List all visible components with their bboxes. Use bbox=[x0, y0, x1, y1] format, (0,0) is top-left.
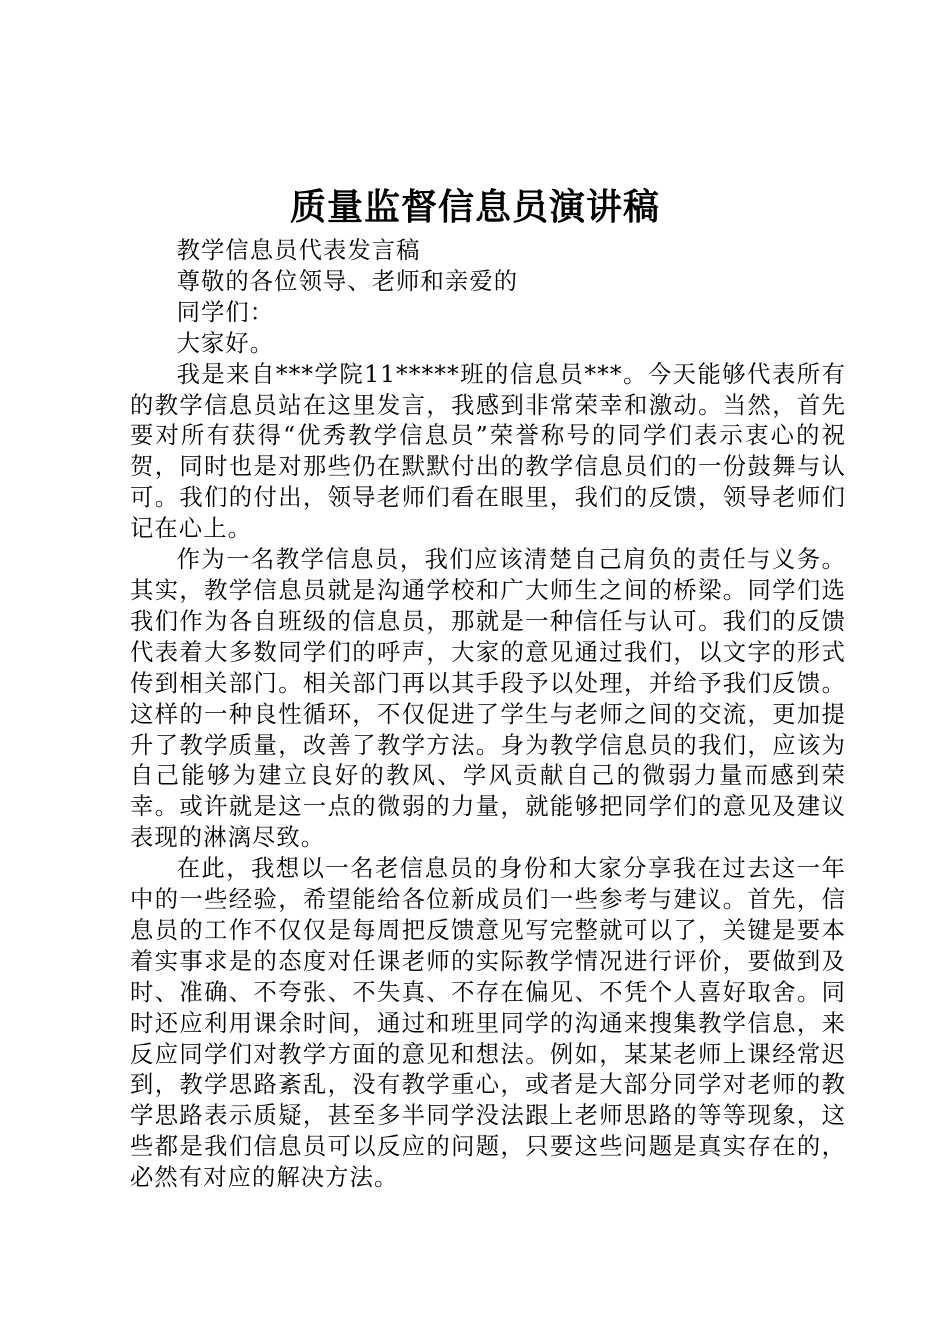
document-title: 质量监督信息员演讲稿 bbox=[289, 186, 660, 228]
paragraph-responsibility: 作为一名教学信息员，我们应该清楚自己肩负的责任与义务。其实，教学信息员就是沟通学校和广大师生之间的桥梁。同学们选我们作为各自班级的信息员，那就是一种信任与认可。我们的反馈代表着大多数同学们的呼声，大家的意见通过我们，以文字的形式传到相关部门。相关部门再以其手段予以处理，并给予我们反馈。这样的一种良性循环，不仅促进了学生与老师之间的交流，更加提升了教学质量，改善了教学方法。身为教学信息员的我们，应该为自己能够为建立良好的教风、学风贡献自己的微弱力量而感到荣幸。或许就是这一点的微弱的力量，就能够把同学们的意见及建议表现的淋漓尽致。 bbox=[130, 546, 846, 852]
paragraph-salutation: 尊敬的各位领导、老师和亲爱的 bbox=[176, 267, 519, 295]
document-body bbox=[130, 236, 846, 1194]
paragraph-greeting: 大家好。 bbox=[176, 329, 275, 357]
paragraph-salutation-cont: 同学们： bbox=[176, 298, 275, 326]
paragraph-subtitle: 教学信息员代表发言稿 bbox=[176, 237, 421, 264]
paragraph-experience: 在此，我想以一名老信息员的身份和大家分享我在过去这一年中的一些经验，希望能给各位新成员们一些参考与建议。首先，信息员的工作不仅仅是每周把反馈意见写完整就可以了，关键是要本着实事求是的态度对任课老师的实际教学情况进行评价，要做到及时、准确、不夸张、不失真、不存在偏见、不凭个人喜好取舍。同时还应利用课余时间，通过和班里同学的沟通来搜集教学信息，来反应同学们对教学方面的意见和想法。例如，某某老师上课经常迟到，教学思路紊乱，没有教学重心，或者是大部分同学对老师的教学思路表示质疑，甚至多半同学没法跟上老师思路的等等现象，这些都是我们信息员可以反应的问题，只要这些问题是真实存在的，必然有对应的解决方法。 bbox=[130, 855, 846, 1192]
paragraph-introduction: 我是来自***学院11*****班的信息员***。今天能够代表所有的教学信息员站在这里发言，我感到非常荣幸和激动。当然，首先要对所有获得“优秀教学信息员”荣誉称号的同学们表示衷心的祝贺，同时也是对那些仍在默默付出的教学信息员们的一份鼓舞与认可。我们的付出，领导老师们看在眼里，我们的反馈，领导老师们记在心上。 bbox=[130, 360, 846, 543]
